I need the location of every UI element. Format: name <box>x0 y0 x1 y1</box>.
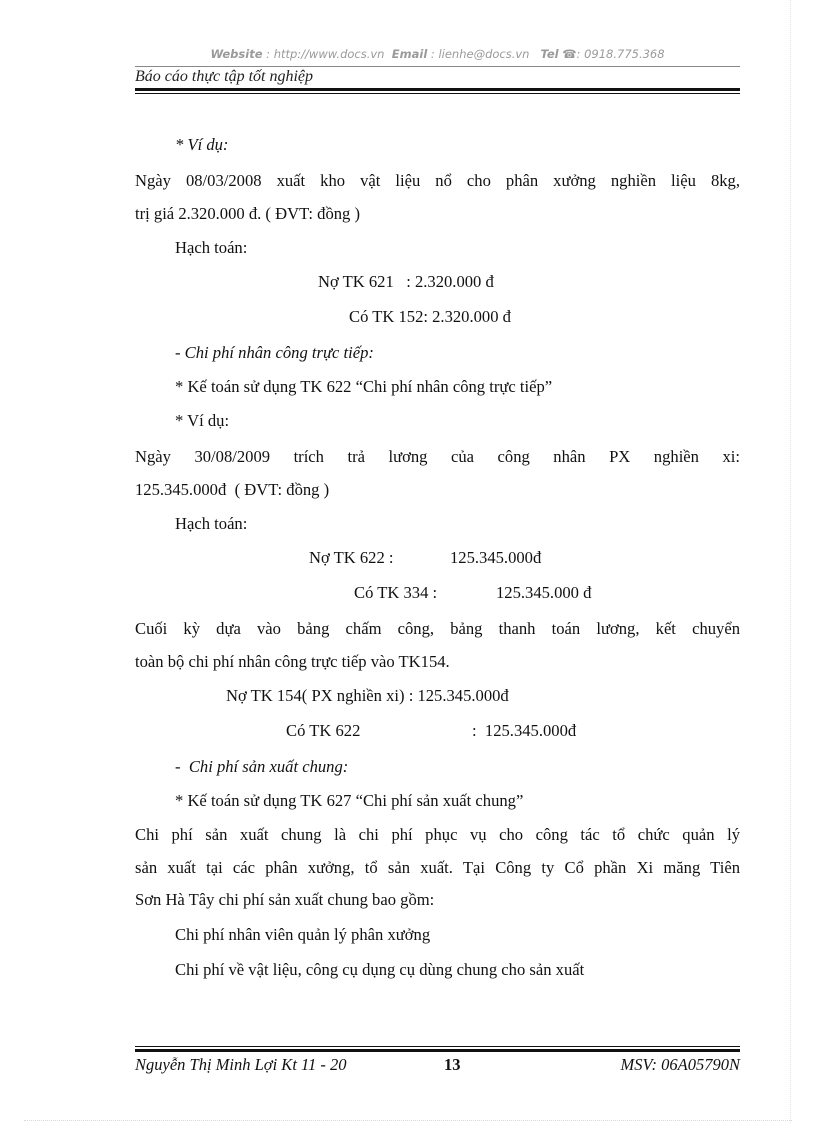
header-rule-top <box>135 88 740 91</box>
paragraph-line: trị giá 2.320.000 đ. ( ĐVT: đồng ) <box>135 204 361 223</box>
email-address[interactable]: : lienhe@docs.vn <box>430 47 530 61</box>
email-label: Email <box>391 47 428 61</box>
list-item: Chi phí về vật liệu, công cụ dụng cụ dùng chung cho sản xuất <box>175 960 585 979</box>
credit-amount: : 125.345.000đ <box>472 721 577 740</box>
example-heading: * Ví dụ: <box>175 411 230 430</box>
tel-label: Tel <box>540 47 559 61</box>
paragraph-line: Cuối kỳ dựa vào bảng chấm công, bảng thanh toán lương, kết chuyển <box>135 619 740 638</box>
page-edge-right <box>790 0 791 1123</box>
credit-account: Có TK 334 : <box>354 583 438 602</box>
debit-entry: Nợ TK 154( PX nghiền xi) : 125.345.000đ <box>226 686 509 705</box>
paragraph-line: sản xuất tại các phân xưởng, tổ sản xuất. Tại Công ty Cổ phần Xi măng Tiên <box>135 858 740 877</box>
page-edge-bottom <box>24 1120 792 1121</box>
accounting-heading: Hạch toán: <box>175 238 248 257</box>
paragraph-line: Ngày 30/08/2009 trích trả lương của công nhân PX nghiền xi: <box>135 447 740 466</box>
paragraph-line: Sơn Hà Tây chi phí sản xuất chung bao gồm: <box>135 890 435 909</box>
tel-number: : 0918.775.368 <box>576 47 665 61</box>
paragraph-line: * Kế toán sử dụng TK 622 “Chi phí nhân công trực tiếp” <box>175 377 553 396</box>
credit-account: Có TK 622 <box>286 721 361 740</box>
paragraph-line: * Kế toán sử dụng TK 627 “Chi phí sản xuất chung” <box>175 791 524 810</box>
page-number: 13 <box>444 1055 461 1074</box>
section-heading: - Chi phí nhân công trực tiếp: <box>175 343 374 362</box>
phone-icon: ☎ <box>562 47 577 61</box>
debit-amount: 125.345.000đ <box>450 548 542 567</box>
footer-rule-top <box>135 1046 740 1047</box>
list-item: Chi phí nhân viên quản lý phân xưởng <box>175 925 431 944</box>
section-heading: - Chi phí sản xuất chung: <box>175 757 349 776</box>
footer-author: Nguyễn Thị Minh Lợi Kt 11 - 20 <box>135 1055 347 1074</box>
footer-rule-bottom <box>135 1049 740 1052</box>
credit-entry: Có TK 152: 2.320.000 đ <box>349 307 511 326</box>
paragraph-line: 125.345.000đ ( ĐVT: đồng ) <box>135 480 330 499</box>
example-heading: * Ví dụ: <box>175 135 229 154</box>
paragraph-line: Ngày 08/03/2008 xuất kho vật liệu nổ cho phân xưởng nghiền liệu 8kg, <box>135 171 740 190</box>
accounting-heading: Hạch toán: <box>175 514 248 533</box>
document-title: Báo cáo thực tập tốt nghiệp <box>135 68 314 85</box>
paragraph-line: Chi phí sản xuất chung là chi phí phục vụ cho công tác tổ chức quản lý <box>135 825 740 844</box>
footer-student-id: MSV: 06A05790N <box>620 1055 740 1074</box>
debit-account: Nợ TK 622 : <box>309 548 394 567</box>
website-url[interactable]: : http://www.docs.vn <box>266 47 385 61</box>
website-label: Website <box>210 47 263 61</box>
header-rule-bottom <box>135 93 740 94</box>
website-header <box>135 47 740 61</box>
credit-amount: 125.345.000 đ <box>496 583 592 602</box>
header-thin-rule <box>135 66 740 67</box>
debit-entry: Nợ TK 621 : 2.320.000 đ <box>318 272 494 291</box>
paragraph-line: toàn bộ chi phí nhân công trực tiếp vào TK154. <box>135 652 450 671</box>
